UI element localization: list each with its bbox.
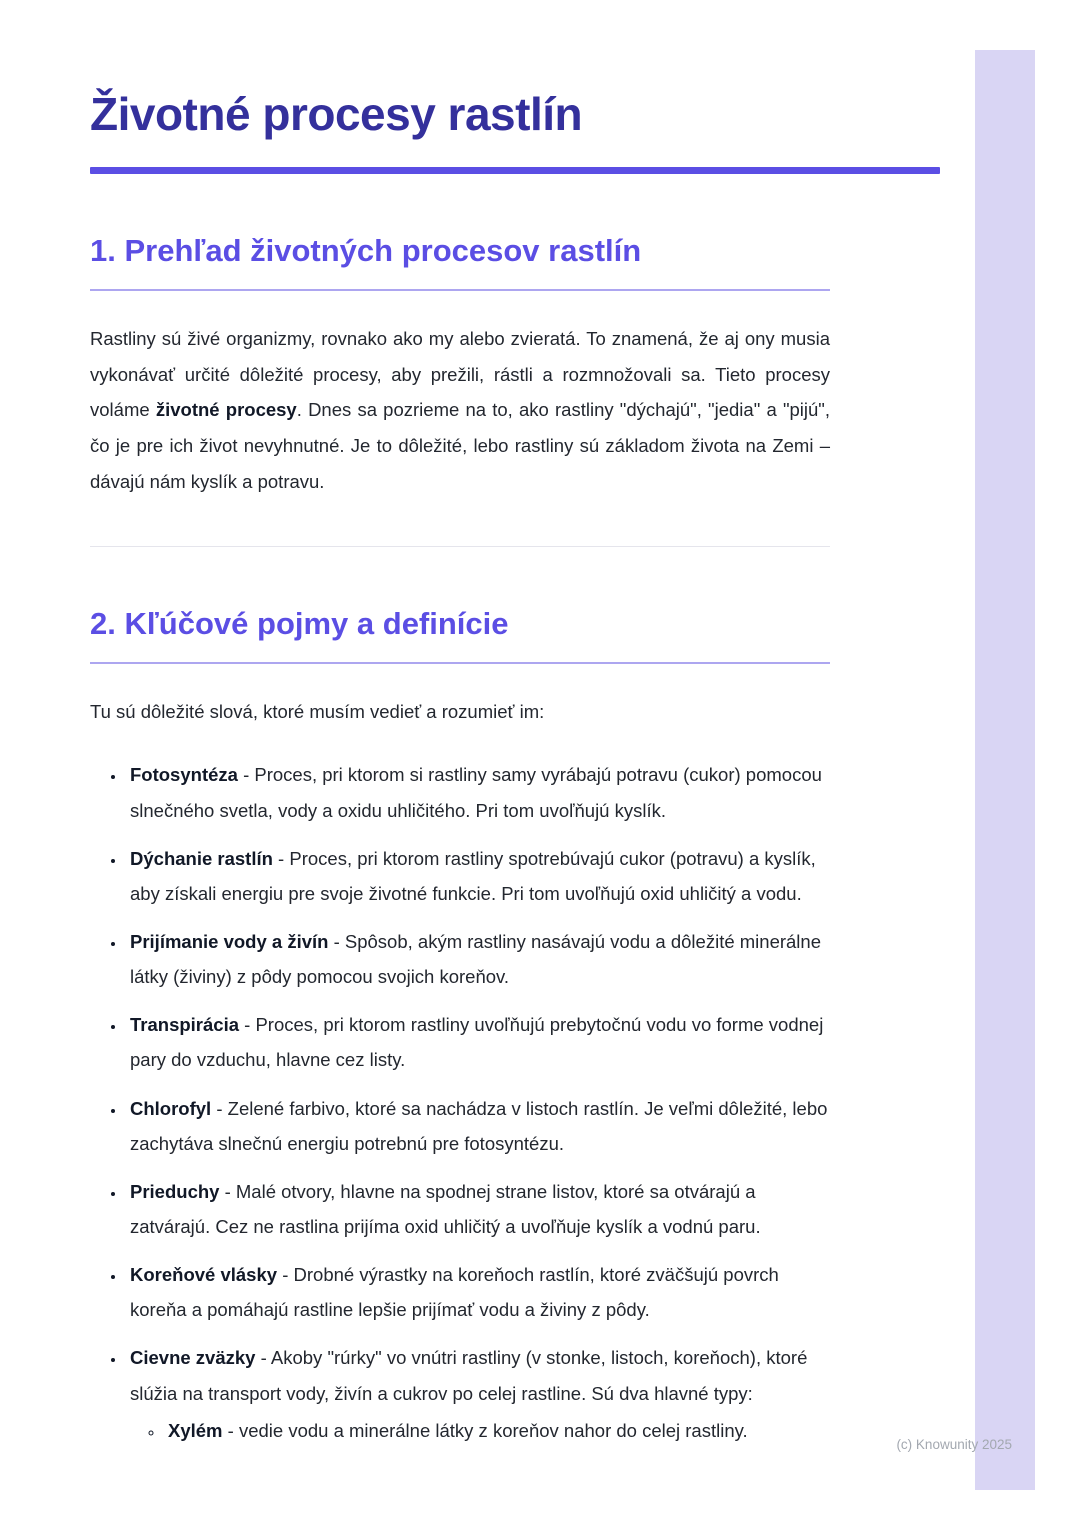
- term-label: Dýchanie rastlín: [130, 847, 273, 869]
- list-item-prieduchy: [126, 1174, 830, 1244]
- term-description: - Proces, pri ktorom rastliny uvoľňujú prebytočnú vodu vo forme vodnej pary do vzduchu, hlavne cez listy.: [130, 1014, 824, 1071]
- term-label: Transpirácia: [130, 1014, 240, 1036]
- term-description: - Zelené farbivo, ktoré sa nachádza v listoch rastlín. Je veľmi dôležité, lebo zachytáva slnečnú energiu potrebnú pre fotosyntézu.: [130, 1097, 828, 1154]
- term-description: - vedie vodu a minerálne látky z koreňov nahor do celej rastliny.: [222, 1419, 748, 1441]
- watermark: (c) Knowunity 2025: [896, 1437, 1012, 1452]
- definitions-list: [90, 757, 830, 1447]
- section-definitions: [90, 605, 942, 1448]
- overview-paragraph: [90, 321, 830, 500]
- term-description: - Akoby "rúrky" vo vnútri rastliny (v stonke, listoch, koreňoch), ktoré slúžia na transport vody, živín a cukrov po celej rastline. Sú dva hlavné typy:: [130, 1347, 808, 1404]
- term-label: Prijímanie vody a živín: [130, 931, 329, 953]
- term-label: Xylém: [168, 1419, 223, 1441]
- list-item-korenove-vlasky: [126, 1257, 830, 1327]
- list-item-fotosynteza: [126, 757, 830, 827]
- term-description: - Malé otvory, hlavne na spodnej strane listov, ktoré sa otvárajú a zatvárajú. Cez ne rastlina prijíma oxid uhličitý a uvoľňuje kyslík a vodnú paru.: [130, 1180, 761, 1238]
- list-item-dychanie-rastlin: [126, 841, 830, 911]
- list-item-transpiracia: [126, 1007, 830, 1077]
- section-overview: [90, 232, 942, 500]
- overview-paragraph-pre: Rastliny sú živé organizmy, rovnako ako my alebo zvieratá. To znamená, že aj ony musia vykonávať určité dôležité procesy, aby prežili, rástli a rozmnožovali sa. Tieto procesy voláme: [90, 328, 830, 421]
- page-title: Životné procesy rastlín: [90, 88, 583, 140]
- term-description: - Proces, pri ktorom rastliny spotrebúvajú cukor (potravu) a kyslík, aby získali energiu pre svoje životné funkcie. Pri tom uvoľňujú oxid uhličitý a vodu.: [130, 847, 816, 904]
- list-item-prijimanie-vody: [126, 924, 830, 994]
- document-content: [90, 88, 942, 1461]
- title-underline-rule: [90, 167, 940, 174]
- term-label: Koreňové vlásky: [130, 1264, 278, 1286]
- term-label: Chlorofyl: [130, 1097, 212, 1119]
- term-label: Cievne zväzky: [130, 1347, 256, 1369]
- term-label: Prieduchy: [130, 1180, 220, 1202]
- definitions-lead: Tu sú dôležité slová, ktoré musím vedieť a rozumieť im:: [90, 700, 545, 722]
- sublist-item-xylem: [164, 1413, 830, 1448]
- term-description: - Drobné výrastky na koreňoch rastlín, ktoré zväčšujú povrch koreňa a pomáhajú rastline lepšie prijímať vodu a živiny z pôdy.: [130, 1264, 779, 1321]
- section-divider: [90, 546, 830, 547]
- term-description: - Spôsob, akým rastliny nasávajú vodu a dôležité minerálne látky (živiny) z pôdy pomocou svojich koreňov.: [130, 931, 821, 988]
- cievne-zvazky-sublist: [130, 1413, 830, 1448]
- list-item-chlorofyl: [126, 1091, 830, 1161]
- overview-paragraph-post: . Dnes sa pozrieme na to, ako rastliny "dýchajú", "jedia" a "pijú", čo je pre ich život nevyhnutné. Je to dôležité, lebo rastliny sú základom života na Zemi – dávajú nám kyslík a potravu.: [90, 399, 831, 492]
- term-description: - Proces, pri ktorom si rastliny samy vyrábajú potravu (cukor) pomocou slnečného svetla, vody a oxidu uhličitého. Pri tom uvoľňujú kyslík.: [130, 764, 822, 821]
- section-definitions-heading: 2. Kľúčové pojmy a definície: [90, 605, 830, 664]
- overview-paragraph-bold: životné procesy: [155, 399, 297, 421]
- page-edge-strip: [975, 50, 1035, 1490]
- list-item-cievne-zvazky: [126, 1340, 830, 1447]
- section-overview-heading: 1. Prehľad životných procesov rastlín: [90, 232, 830, 291]
- term-label: Fotosyntéza: [130, 764, 238, 786]
